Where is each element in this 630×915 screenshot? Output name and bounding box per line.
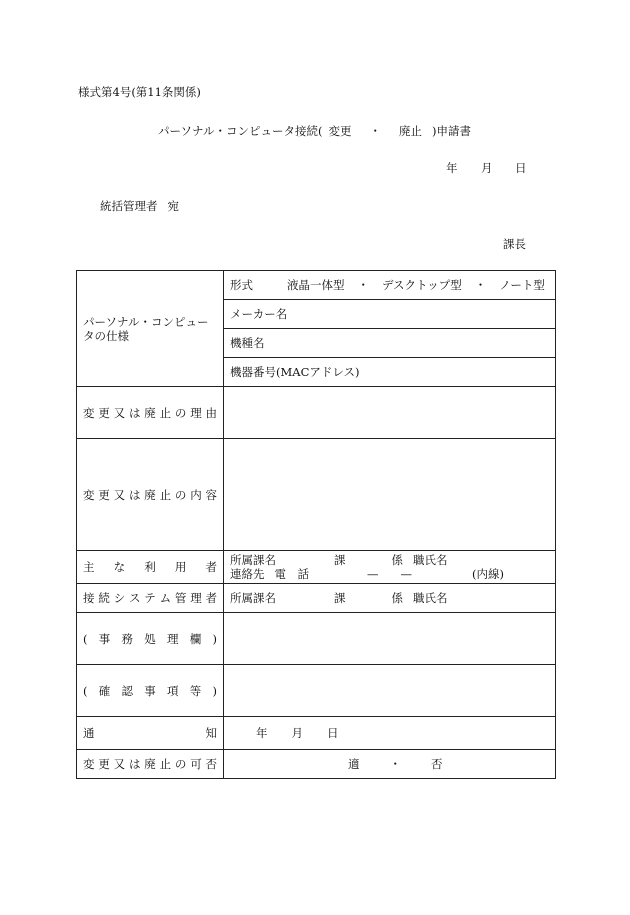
- approval-no-label: 否: [431, 757, 443, 771]
- main-user-kakari-label: 係: [391, 553, 403, 567]
- system-admin-input-cell[interactable]: [224, 584, 556, 613]
- office-use-row: [77, 613, 556, 665]
- title-separator: ・: [369, 124, 381, 138]
- model-cell[interactable]: [224, 329, 556, 358]
- approval-cell[interactable]: [224, 750, 556, 779]
- check-items-input-cell[interactable]: [224, 665, 556, 717]
- main-user-row: [77, 551, 556, 584]
- notice-day-label: 日: [327, 726, 339, 740]
- approval-yes-label: 適: [348, 757, 360, 771]
- form-title: [158, 123, 471, 139]
- applicant-title: 課長: [503, 237, 526, 251]
- system-admin-label: 接 続 シ ス テ ム 管 理 者: [83, 591, 217, 605]
- format-cell[interactable]: [224, 271, 556, 300]
- spec-row-format: [77, 271, 556, 300]
- format-option-notebook: ノート型: [499, 278, 545, 292]
- main-user-contact-label: 連絡先: [230, 567, 265, 581]
- approval-row: [77, 750, 556, 779]
- date-day: 日: [515, 161, 527, 175]
- format-option-desktop: デスクトップ型: [382, 278, 462, 292]
- office-use-input-cell[interactable]: [224, 613, 556, 665]
- main-user-line-1: [230, 553, 549, 567]
- system-admin-dept-label: 所属課名: [230, 591, 276, 605]
- notice-date-cell[interactable]: [224, 717, 556, 750]
- notice-label-cell: [77, 717, 224, 750]
- title-option-abolish: 廃止: [398, 124, 422, 138]
- system-admin-ka-label: 課: [334, 591, 346, 605]
- system-admin-name-label: 職氏名: [413, 591, 448, 605]
- main-user-dash-2: —: [400, 567, 412, 581]
- reason-label: 変 更 又 は 廃 止 の 理 由: [83, 405, 217, 420]
- maker-cell[interactable]: [224, 300, 556, 329]
- notice-year-label: 年: [256, 726, 268, 740]
- main-user-name-label: 職氏名: [413, 553, 448, 567]
- spec-label-cell: [77, 271, 224, 387]
- approval-separator: ・: [389, 757, 401, 771]
- format-separator-2: ・: [474, 278, 487, 292]
- date-year: 年: [446, 161, 458, 175]
- office-use-label: ( 事 務 処 理 欄 ): [83, 631, 217, 646]
- reason-row: [77, 387, 556, 439]
- main-user-label-cell: [77, 551, 224, 584]
- format-separator-1: ・: [357, 278, 369, 292]
- model-label: 機種名: [230, 336, 265, 350]
- check-items-label-cell: [77, 665, 224, 717]
- main-user-ka-label: 課: [334, 553, 346, 567]
- format-option-all-in-one: 液晶一体型: [287, 278, 345, 292]
- main-user-input-cell[interactable]: [224, 551, 556, 584]
- notice-row: [77, 717, 556, 750]
- addressee-role: 統括管理者: [100, 199, 158, 213]
- check-items-label: ( 確 認 事 項 等 ): [83, 683, 217, 698]
- content-label-cell: [77, 439, 224, 551]
- main-user-dash-1: —: [367, 567, 379, 581]
- main-user-extension-label: (内線): [472, 567, 504, 581]
- serial-cell[interactable]: [224, 358, 556, 387]
- application-table: [76, 270, 556, 779]
- notice-month-label: 月: [291, 726, 303, 740]
- reason-input-cell[interactable]: [224, 387, 556, 439]
- reason-label-cell: [77, 387, 224, 439]
- addressee: [100, 198, 179, 214]
- addressee-honorific: 宛: [167, 199, 179, 213]
- content-row: [77, 439, 556, 551]
- main-user-label: 主 な 利 用 者: [83, 560, 217, 574]
- content-label: 変 更 又 は 廃 止 の 内 容: [83, 487, 217, 502]
- form-number: 様式第4号(第11条関係): [78, 85, 201, 99]
- content-input-cell[interactable]: [224, 439, 556, 551]
- serial-label: 機器番号(MACアドレス): [230, 365, 360, 379]
- title-suffix: )申請書: [431, 124, 471, 138]
- system-admin-label-cell: [77, 584, 224, 613]
- title-option-change: 変更: [328, 124, 352, 138]
- spec-label: パーソナル・コンピュータの仕様: [83, 314, 209, 343]
- notice-label: 通 知: [83, 726, 217, 740]
- format-label: 形式: [230, 278, 253, 292]
- system-admin-kakari-label: 係: [391, 591, 403, 605]
- main-user-line-2: [230, 567, 549, 581]
- title-prefix: パーソナル・コンピュータ接続(: [158, 124, 323, 138]
- main-user-dept-label: 所属課名: [230, 553, 276, 567]
- office-use-label-cell: [77, 613, 224, 665]
- system-admin-row: [77, 584, 556, 613]
- approval-label-cell: [77, 750, 224, 779]
- check-items-row: [77, 665, 556, 717]
- maker-label: メーカー名: [230, 307, 288, 321]
- main-user-phone-label: 電 話: [274, 567, 309, 581]
- approval-label: 変 更 又 は 廃 止 の 可 否: [83, 757, 217, 771]
- date-month: 月: [481, 161, 493, 175]
